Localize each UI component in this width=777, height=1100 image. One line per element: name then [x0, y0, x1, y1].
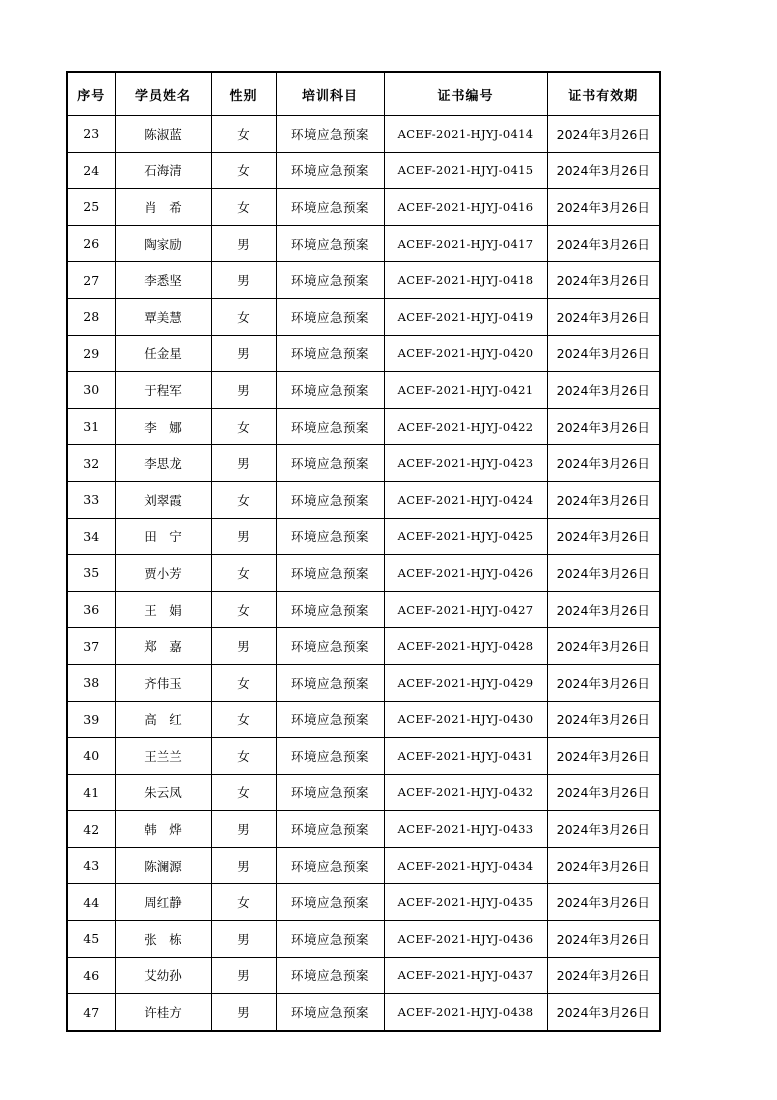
cell-no: 46: [67, 957, 115, 994]
cell-no: 42: [67, 811, 115, 848]
cell-no: 29: [67, 335, 115, 372]
cell-course: 环境应急预案: [276, 994, 384, 1031]
cell-cert-no: ACEF-2021-HJYJ-0431: [384, 738, 547, 775]
cell-cert-no: ACEF-2021-HJYJ-0423: [384, 445, 547, 482]
cell-name: 齐伟玉: [115, 664, 211, 701]
cell-course: 环境应急预案: [276, 591, 384, 628]
cell-name: 张 栋: [115, 921, 211, 958]
cell-valid-until: 2024年3月26日: [547, 408, 660, 445]
table-row: [67, 628, 660, 665]
cell-course: 环境应急预案: [276, 372, 384, 409]
cell-course: 环境应急预案: [276, 555, 384, 592]
cell-course: 环境应急预案: [276, 189, 384, 226]
cell-course: 环境应急预案: [276, 225, 384, 262]
table-row: [67, 774, 660, 811]
table-row: [67, 591, 660, 628]
cell-no: 41: [67, 774, 115, 811]
cell-name: 李 娜: [115, 408, 211, 445]
cell-valid-until: 2024年3月26日: [547, 884, 660, 921]
table-row: [67, 335, 660, 372]
cell-gender: 男: [211, 445, 276, 482]
cell-valid-until: 2024年3月26日: [547, 372, 660, 409]
cell-name: 覃美慧: [115, 298, 211, 335]
cell-name: 艾幼孙: [115, 957, 211, 994]
header-valid-until: 证书有效期: [547, 72, 660, 116]
table-row: [67, 921, 660, 958]
cell-name: 于程军: [115, 372, 211, 409]
cell-cert-no: ACEF-2021-HJYJ-0432: [384, 774, 547, 811]
cell-cert-no: ACEF-2021-HJYJ-0422: [384, 408, 547, 445]
cell-valid-until: 2024年3月26日: [547, 189, 660, 226]
table-row: [67, 152, 660, 189]
cell-course: 环境应急预案: [276, 152, 384, 189]
cell-valid-until: 2024年3月26日: [547, 957, 660, 994]
cell-name: 任金星: [115, 335, 211, 372]
cell-gender: 男: [211, 921, 276, 958]
cell-course: 环境应急预案: [276, 811, 384, 848]
table-row: [67, 847, 660, 884]
cell-no: 27: [67, 262, 115, 299]
cell-no: 44: [67, 884, 115, 921]
cell-no: 34: [67, 518, 115, 555]
header-course: 培训科目: [276, 72, 384, 116]
cell-cert-no: ACEF-2021-HJYJ-0428: [384, 628, 547, 665]
cell-gender: 女: [211, 116, 276, 153]
cell-course: 环境应急预案: [276, 701, 384, 738]
cell-no: 24: [67, 152, 115, 189]
cell-cert-no: ACEF-2021-HJYJ-0416: [384, 189, 547, 226]
cell-course: 环境应急预案: [276, 664, 384, 701]
table-row: [67, 225, 660, 262]
cell-valid-until: 2024年3月26日: [547, 738, 660, 775]
cell-name: 石海清: [115, 152, 211, 189]
cell-no: 45: [67, 921, 115, 958]
cell-valid-until: 2024年3月26日: [547, 664, 660, 701]
cell-valid-until: 2024年3月26日: [547, 481, 660, 518]
table-row: [67, 738, 660, 775]
cell-gender: 男: [211, 811, 276, 848]
table-body: [67, 116, 660, 1031]
cell-no: 28: [67, 298, 115, 335]
cell-cert-no: ACEF-2021-HJYJ-0429: [384, 664, 547, 701]
cell-name: 周红静: [115, 884, 211, 921]
header-cert-no: 证书编号: [384, 72, 547, 116]
cell-course: 环境应急预案: [276, 408, 384, 445]
cell-name: 贾小芳: [115, 555, 211, 592]
cell-name: 高 红: [115, 701, 211, 738]
table-row: [67, 884, 660, 921]
cell-name: 郑 嘉: [115, 628, 211, 665]
cell-gender: 男: [211, 335, 276, 372]
header-no: 序号: [67, 72, 115, 116]
cell-course: 环境应急预案: [276, 445, 384, 482]
cell-gender: 女: [211, 189, 276, 226]
table-row: [67, 189, 660, 226]
cell-name: 李悉坚: [115, 262, 211, 299]
cell-cert-no: ACEF-2021-HJYJ-0415: [384, 152, 547, 189]
cell-cert-no: ACEF-2021-HJYJ-0438: [384, 994, 547, 1031]
cell-gender: 男: [211, 518, 276, 555]
cell-gender: 女: [211, 408, 276, 445]
cell-course: 环境应急预案: [276, 262, 384, 299]
cell-course: 环境应急预案: [276, 774, 384, 811]
header-row: [67, 72, 660, 116]
cell-valid-until: 2024年3月26日: [547, 225, 660, 262]
cell-name: 刘翠霞: [115, 481, 211, 518]
cell-no: 40: [67, 738, 115, 775]
cell-cert-no: ACEF-2021-HJYJ-0420: [384, 335, 547, 372]
cell-gender: 女: [211, 664, 276, 701]
cell-no: 32: [67, 445, 115, 482]
cell-name: 朱云凤: [115, 774, 211, 811]
cell-no: 23: [67, 116, 115, 153]
cell-cert-no: ACEF-2021-HJYJ-0433: [384, 811, 547, 848]
cell-name: 李思龙: [115, 445, 211, 482]
table-row: [67, 262, 660, 299]
cell-cert-no: ACEF-2021-HJYJ-0424: [384, 481, 547, 518]
cell-no: 31: [67, 408, 115, 445]
table-row: [67, 481, 660, 518]
table-row: [67, 518, 660, 555]
cell-no: 37: [67, 628, 115, 665]
cell-valid-until: 2024年3月26日: [547, 847, 660, 884]
cell-valid-until: 2024年3月26日: [547, 994, 660, 1031]
cell-gender: 男: [211, 372, 276, 409]
cell-no: 36: [67, 591, 115, 628]
cell-valid-until: 2024年3月26日: [547, 518, 660, 555]
cell-cert-no: ACEF-2021-HJYJ-0417: [384, 225, 547, 262]
cell-valid-until: 2024年3月26日: [547, 774, 660, 811]
cell-no: 35: [67, 555, 115, 592]
table-row: [67, 372, 660, 409]
cell-gender: 男: [211, 994, 276, 1031]
cell-valid-until: 2024年3月26日: [547, 445, 660, 482]
cell-valid-until: 2024年3月26日: [547, 116, 660, 153]
header-gender: 性别: [211, 72, 276, 116]
cell-course: 环境应急预案: [276, 481, 384, 518]
cell-valid-until: 2024年3月26日: [547, 262, 660, 299]
cell-gender: 男: [211, 628, 276, 665]
cell-valid-until: 2024年3月26日: [547, 152, 660, 189]
cell-cert-no: ACEF-2021-HJYJ-0425: [384, 518, 547, 555]
table-row: [67, 664, 660, 701]
cell-valid-until: 2024年3月26日: [547, 555, 660, 592]
table-row: [67, 994, 660, 1031]
cell-course: 环境应急预案: [276, 921, 384, 958]
cell-course: 环境应急预案: [276, 957, 384, 994]
cell-gender: 男: [211, 847, 276, 884]
cell-course: 环境应急预案: [276, 847, 384, 884]
table-row: [67, 408, 660, 445]
cell-cert-no: ACEF-2021-HJYJ-0426: [384, 555, 547, 592]
cell-gender: 女: [211, 884, 276, 921]
cell-no: 47: [67, 994, 115, 1031]
table-row: [67, 445, 660, 482]
cell-valid-until: 2024年3月26日: [547, 628, 660, 665]
cell-name: 许桂方: [115, 994, 211, 1031]
cell-no: 33: [67, 481, 115, 518]
cell-cert-no: ACEF-2021-HJYJ-0414: [384, 116, 547, 153]
cell-cert-no: ACEF-2021-HJYJ-0437: [384, 957, 547, 994]
cell-cert-no: ACEF-2021-HJYJ-0430: [384, 701, 547, 738]
cell-cert-no: ACEF-2021-HJYJ-0419: [384, 298, 547, 335]
cell-course: 环境应急预案: [276, 335, 384, 372]
cell-valid-until: 2024年3月26日: [547, 701, 660, 738]
cell-course: 环境应急预案: [276, 884, 384, 921]
cell-valid-until: 2024年3月26日: [547, 591, 660, 628]
cell-cert-no: ACEF-2021-HJYJ-0418: [384, 262, 547, 299]
table-row: [67, 555, 660, 592]
cell-course: 环境应急预案: [276, 116, 384, 153]
cell-no: 38: [67, 664, 115, 701]
cell-name: 陈澜源: [115, 847, 211, 884]
cell-no: 26: [67, 225, 115, 262]
cell-no: 30: [67, 372, 115, 409]
cell-cert-no: ACEF-2021-HJYJ-0421: [384, 372, 547, 409]
cell-gender: 男: [211, 262, 276, 299]
cell-gender: 女: [211, 701, 276, 738]
header-name: 学员姓名: [115, 72, 211, 116]
cell-gender: 女: [211, 591, 276, 628]
cell-gender: 男: [211, 957, 276, 994]
cell-gender: 女: [211, 152, 276, 189]
cell-valid-until: 2024年3月26日: [547, 921, 660, 958]
cell-name: 王 娟: [115, 591, 211, 628]
cell-gender: 女: [211, 298, 276, 335]
cell-cert-no: ACEF-2021-HJYJ-0427: [384, 591, 547, 628]
cell-valid-until: 2024年3月26日: [547, 811, 660, 848]
cell-valid-until: 2024年3月26日: [547, 335, 660, 372]
table-row: [67, 957, 660, 994]
cell-name: 肖 希: [115, 189, 211, 226]
certificate-table: [66, 71, 661, 1032]
cell-course: 环境应急预案: [276, 298, 384, 335]
cell-name: 田 宁: [115, 518, 211, 555]
cell-cert-no: ACEF-2021-HJYJ-0434: [384, 847, 547, 884]
table-row: [67, 811, 660, 848]
table-row: [67, 701, 660, 738]
cell-no: 39: [67, 701, 115, 738]
cell-gender: 女: [211, 738, 276, 775]
cell-valid-until: 2024年3月26日: [547, 298, 660, 335]
cell-name: 王兰兰: [115, 738, 211, 775]
cell-course: 环境应急预案: [276, 628, 384, 665]
cell-name: 陶家励: [115, 225, 211, 262]
cell-gender: 女: [211, 774, 276, 811]
cell-no: 25: [67, 189, 115, 226]
cell-gender: 女: [211, 555, 276, 592]
table-row: [67, 298, 660, 335]
cell-no: 43: [67, 847, 115, 884]
cell-course: 环境应急预案: [276, 518, 384, 555]
table-row: [67, 116, 660, 153]
cell-cert-no: ACEF-2021-HJYJ-0435: [384, 884, 547, 921]
cell-cert-no: ACEF-2021-HJYJ-0436: [384, 921, 547, 958]
cell-name: 陈淑蓝: [115, 116, 211, 153]
cell-gender: 女: [211, 481, 276, 518]
cell-course: 环境应急预案: [276, 738, 384, 775]
cell-gender: 男: [211, 225, 276, 262]
cell-name: 韩 烨: [115, 811, 211, 848]
